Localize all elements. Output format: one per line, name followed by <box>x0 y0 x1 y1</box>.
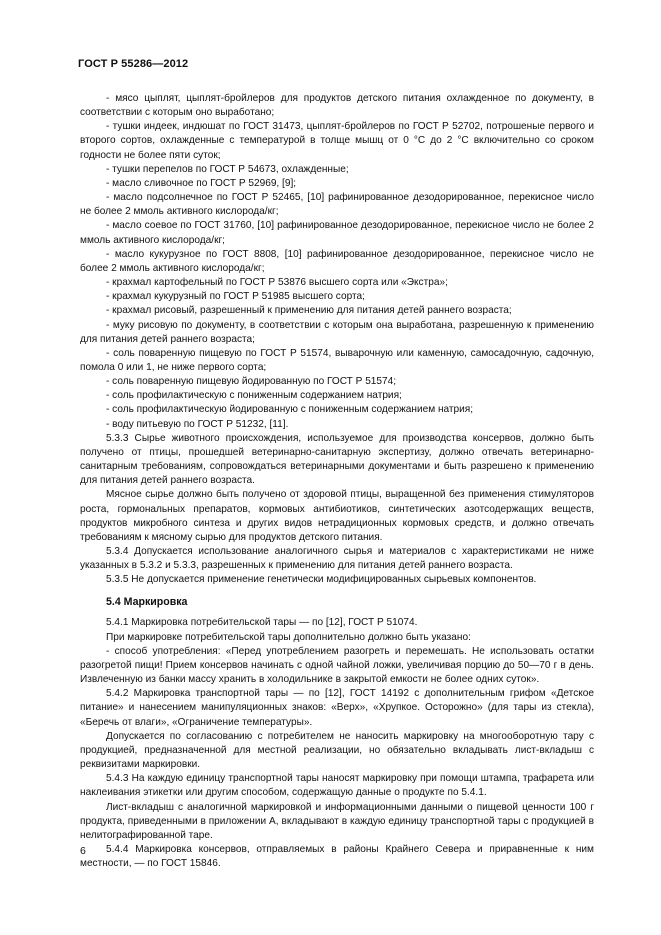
paragraph: При маркировке потребительской тары дополнительно должно быть указано: <box>106 631 471 643</box>
paragraph: Мясное сырье должно быть получено от здоровой птицы, выращенной без применения стимуляторов роста, гормональных препаратов, кормовых антибиотиков, синтетических азотсодержащих веществ, продуктов микробного синтеза и других видов нетрадиционных кормовых средств, и должно отвечать требованиям к мясному сырью для продуктов детского питания. <box>80 489 594 543</box>
list-item: - масло сливочное по ГОСТ Р 52969, [9]; <box>106 177 297 189</box>
clause-5-4-1: 5.4.1 Маркировка потребительской тары — по [12], ГОСТ Р 51074. <box>106 617 418 629</box>
section-heading-5-4: 5.4 Маркировка <box>106 596 188 609</box>
list-item: - мясо цыплят, цыплят-бройлеров для продуктов детского питания охлажденное по документу, в соответствии с которым оно выработано; <box>80 93 594 119</box>
list-item: - способ употребления: «Перед употреблением разогреть и перемешать. Не использовать остатки разогретой пищи! Прием консервов начинать с одной чайной ложки, увеличивая порцию до 50—70 г в день. Извлеченную из банки массу хранить в холодильнике в закрытой емкости не более одних суток». <box>80 645 594 686</box>
paragraph: Допускается по согласованию с потребителем не наносить маркировку на многооборотную тару с продукцией, предназначенной для местной реализации, но обязательно вкладывать лист-вкладыш с реквизитами маркировки. <box>80 730 594 771</box>
list-item: - воду питьевую по ГОСТ Р 51232, [11]. <box>106 418 289 430</box>
list-item: - муку рисовую по документу, в соответствии с которым она выработана, разрешенную к применению для питания детей раннего возраста; <box>80 319 594 345</box>
document-body <box>80 92 594 871</box>
list-item: - соль поваренную пищевую по ГОСТ Р 51574, выварочную или каменную, самосадочную, садочную, помола 0 или 1, не ниже первого сорта; <box>80 347 594 373</box>
clause-5-4-3: 5.4.3 На каждую единицу транспортной тары наносят маркировку при помощи штампа, трафарета или наклеивания этикетки или другим способом, содержащую данные о продукте по 5.4.1. <box>80 773 594 799</box>
paragraph: Лист-вкладыш с аналогичной маркировкой и информационными данными о пищевой ценности 100 г продукта, приведенными в приложении А, вкладывают в каждую единицу транспортной тары с продукцией в нелитографированной таре. <box>80 801 594 841</box>
clause-5-3-5: 5.3.5 Не допускается применение генетически модифицированных сырьевых компонентов. <box>106 574 537 586</box>
clause-5-4-4: 5.4.4 Маркировка консервов, отправляемых в районы Крайнего Севера и приравненные к ним местности, — по ГОСТ 15846. <box>80 843 594 870</box>
list-item: - соль профилактическую йодированную с пониженным содержанием натрия; <box>106 404 474 416</box>
list-item: - соль поваренную пищевую йодированную по ГОСТ Р 51574; <box>106 376 397 388</box>
page-number: 6 <box>80 845 86 857</box>
list-item: - масло подсолнечное по ГОСТ Р 52465, [10] рафинированное дезодорированное, перекисное число не более 2 ммоль активного кислорода/кг; <box>80 192 594 218</box>
list-item: - масло соевое по ГОСТ 31760, [10] рафинированное дезодорированное, перекисное число не более 2 ммоль активного кислорода/кг; <box>80 220 594 246</box>
list-item: - соль профилактическую с пониженным содержанием натрия; <box>106 390 402 402</box>
list-item: - крахмал рисовый, разрешенный к применению для питания детей раннего возраста; <box>106 305 512 317</box>
list-item: - тушки перепелов по ГОСТ Р 54673, охлажденные; <box>106 163 349 175</box>
list-item: - масло кукурузное по ГОСТ 8808, [10] рафинированное дезодорированное, перекисное число не более 2 ммоль активного кислорода/кг; <box>80 248 594 274</box>
standard-code-header: ГОСТ Р 55286—2012 <box>78 58 189 70</box>
clause-5-3-4: 5.3.4 Допускается использование аналогичного сырья и материалов с характеристиками не ниже указанных в 5.3.2 и 5.3.3, разрешенных к применению для питания детей раннего возраста. <box>80 546 594 572</box>
list-item: - крахмал кукурузный по ГОСТ Р 51985 высшего сорта; <box>106 291 365 303</box>
list-item: - тушки индеек, индюшат по ГОСТ 31473, цыплят-бройлеров по ГОСТ Р 52702, потрошеные первого и второго сортов, охлажденные с температурой в толще мышц от 0 °С до 2 °С включительно со сроком годности не более пяти суток; <box>80 121 594 161</box>
clause-5-3-3: 5.3.3 Сырье животного происхождения, используемое для производства консервов, должно быть получено от птицы, прошедшей ветеринарно-санитарную экспертизу, должно отвечать ветеринарно-санитарным требованиям, сопровождаться ветеринарными документами и быть разрешено к применению для питания детей раннего возраста. <box>80 432 594 487</box>
clause-5-4-2: 5.4.2 Маркировка транспортной тары — по [12], ГОСТ 14192 с дополнительным грифом «Детское питание» и нанесением манипуляционных знаков: «Верх», «Хрупкое. Осторожно» (для тары из стекла), «Беречь от влаги», «Ограничение температуры». <box>80 688 594 728</box>
list-item: - крахмал картофельный по ГОСТ Р 53876 высшего сорта или «Экстра»; <box>106 277 448 289</box>
